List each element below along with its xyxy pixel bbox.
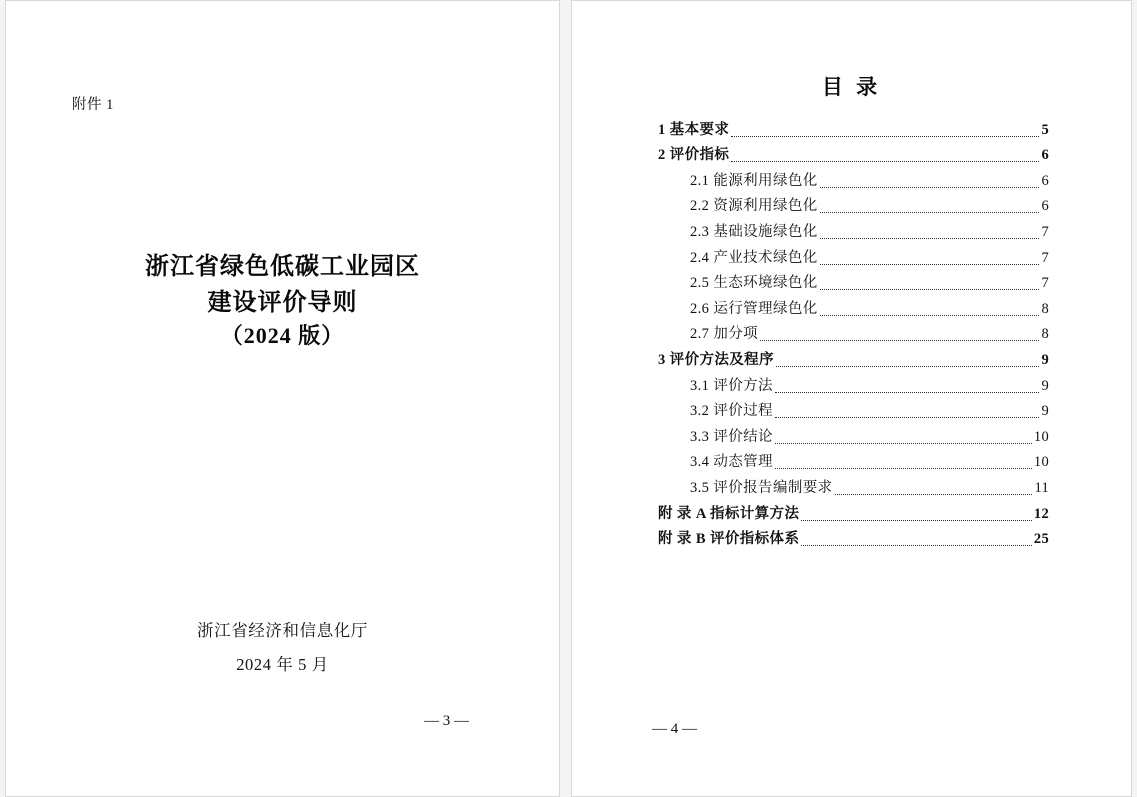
toc-page — [571, 0, 1132, 797]
toc-entry-page-number: 8 — [1041, 326, 1049, 343]
toc-entry-page-number: 6 — [1041, 172, 1049, 189]
toc-entry[interactable] — [658, 165, 1049, 191]
toc-entry-label: 3.1 评价方法 — [690, 377, 773, 394]
toc-entry[interactable] — [658, 498, 1049, 524]
toc-entry-label: 2.2 资源利用绿色化 — [690, 198, 818, 215]
toc-leader-dots — [801, 510, 1032, 521]
toc-entry-label: 2.3 基础设施绿色化 — [690, 223, 818, 240]
toc-entry-page-number: 10 — [1033, 454, 1049, 471]
toc-entry[interactable] — [658, 421, 1049, 447]
toc-entry[interactable] — [658, 268, 1049, 294]
toc-entry-page-number: 7 — [1041, 223, 1049, 240]
toc-entry-label: 2.6 运行管理绿色化 — [690, 300, 818, 317]
toc-entry[interactable] — [658, 319, 1049, 345]
toc-leader-dots — [775, 433, 1032, 444]
attachment-label: 附件 1 — [72, 97, 114, 113]
toc-entry-label: 2 评价指标 — [658, 147, 730, 164]
toc-entry-label: 附 录 A 指标计算方法 — [658, 505, 800, 522]
toc-heading: 目 录 — [821, 75, 882, 99]
toc-entry-label: 2.4 产业技术绿色化 — [690, 249, 818, 266]
toc-entry[interactable] — [658, 140, 1049, 166]
toc-entry-label: 2.5 生态环境绿色化 — [690, 275, 818, 292]
toc-entry-page-number: 9 — [1041, 403, 1049, 420]
cover-title-line-2: 建设评价导则 — [207, 290, 358, 316]
toc-entry[interactable] — [658, 396, 1049, 422]
toc-leader-dots — [820, 305, 1040, 316]
toc-entry[interactable] — [658, 293, 1049, 319]
page-folio-right: — 4 — — [652, 721, 697, 737]
toc-entry-page-number: 11 — [1034, 479, 1049, 496]
toc-leader-dots — [731, 151, 1039, 162]
toc-entry-label: 3.4 动态管理 — [690, 454, 773, 471]
toc-entry-page-number: 6 — [1041, 198, 1049, 215]
toc-entry-label: 2.1 能源利用绿色化 — [690, 172, 818, 189]
toc-leader-dots — [775, 458, 1032, 469]
toc-entry-page-number: 12 — [1033, 505, 1049, 522]
toc-entry[interactable] — [658, 191, 1049, 217]
cover-version: （2024 版） — [220, 323, 345, 348]
cover-page — [5, 0, 560, 797]
toc-entry-page-number: 6 — [1041, 147, 1049, 164]
cover-date: 2024 年 5 月 — [236, 655, 329, 674]
cover-issuer: 浙江省经济和信息化厅 — [197, 621, 368, 640]
toc-entry[interactable] — [658, 370, 1049, 396]
toc-leader-dots — [760, 330, 1039, 341]
toc-entry-label: 附 录 B 评价指标体系 — [658, 531, 800, 548]
toc-entry[interactable] — [658, 114, 1049, 140]
toc-entry-label: 1 基本要求 — [658, 121, 730, 138]
toc-entry-label: 3.5 评价报告编制要求 — [690, 479, 833, 496]
toc-list — [658, 114, 1049, 549]
toc-entry-page-number: 8 — [1041, 300, 1049, 317]
toc-entry-label: 3.3 评价结论 — [690, 428, 773, 445]
toc-leader-dots — [820, 254, 1040, 265]
toc-leader-dots — [775, 407, 1039, 418]
toc-entry-page-number: 7 — [1041, 249, 1049, 266]
toc-entry-label: 2.7 加分项 — [690, 326, 759, 343]
cover-title-line-1: 浙江省绿色低碳工业园区 — [145, 254, 420, 280]
toc-leader-dots — [820, 228, 1040, 239]
page-title — [6, 249, 559, 321]
toc-entry-page-number: 7 — [1041, 275, 1049, 292]
toc-leader-dots — [820, 202, 1040, 213]
toc-leader-dots — [776, 356, 1039, 367]
toc-leader-dots — [801, 535, 1032, 546]
toc-entry-page-number: 5 — [1041, 121, 1049, 138]
toc-entry-page-number: 9 — [1041, 377, 1049, 394]
toc-leader-dots — [731, 126, 1039, 137]
page-folio-left: — 3 — — [424, 713, 469, 729]
toc-entry[interactable] — [658, 242, 1049, 268]
toc-leader-dots — [820, 279, 1040, 290]
toc-leader-dots — [820, 177, 1040, 188]
toc-entry-label: 3 评价方法及程序 — [658, 351, 774, 368]
toc-entry-page-number: 25 — [1033, 531, 1049, 548]
toc-entry-page-number: 9 — [1041, 351, 1049, 368]
toc-leader-dots — [775, 382, 1039, 393]
toc-entry[interactable] — [658, 216, 1049, 242]
toc-entry-label: 3.2 评价过程 — [690, 403, 773, 420]
toc-entry[interactable] — [658, 344, 1049, 370]
toc-entry[interactable] — [658, 447, 1049, 473]
toc-entry[interactable] — [658, 524, 1049, 550]
toc-leader-dots — [835, 484, 1033, 495]
toc-entry[interactable] — [658, 472, 1049, 498]
toc-entry-page-number: 10 — [1033, 428, 1049, 445]
